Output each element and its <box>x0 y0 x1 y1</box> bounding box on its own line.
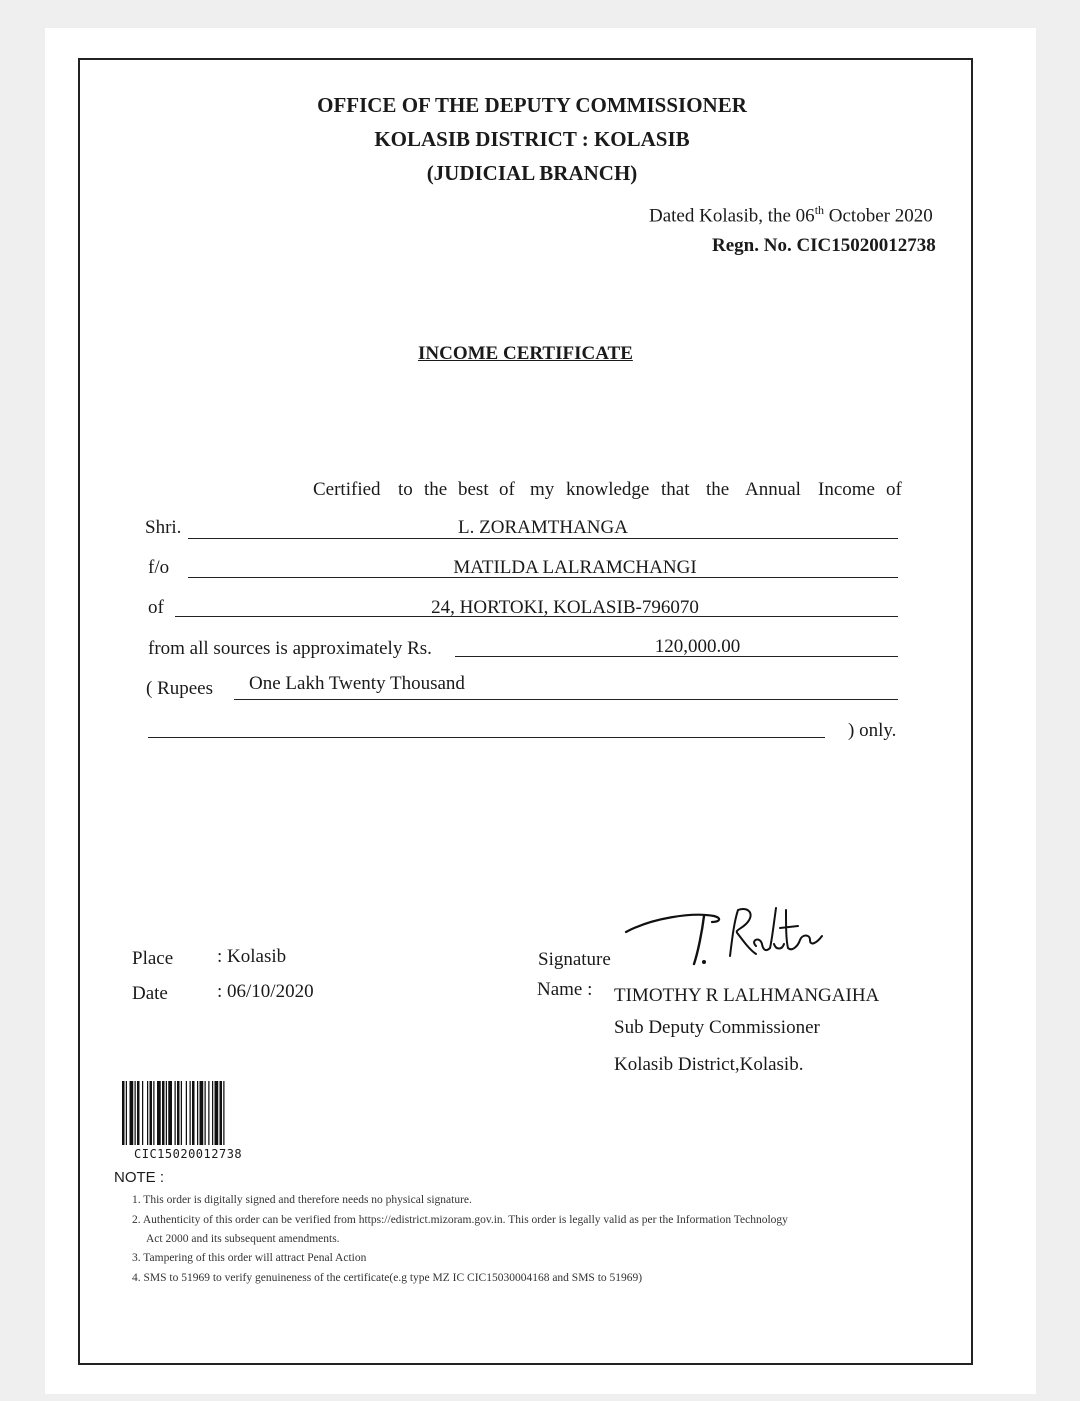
intro-w9: the <box>706 479 730 500</box>
intro-w6: my <box>530 479 555 500</box>
signature-label: Signature <box>538 949 611 970</box>
barcode-bar <box>212 1081 213 1145</box>
signatory-name: TIMOTHY R LALHMANGAIHA <box>614 985 880 1006</box>
barcode-bar <box>130 1081 134 1145</box>
office-heading: OFFICE OF THE DEPUTY COMMISSIONER <box>317 93 747 117</box>
shri-label: Shri. <box>145 517 182 538</box>
note-item: 2. Authenticity of this order can be verified from https://edistrict.mizoram.gov.in. This order is legally valid as per the Information Technology <box>132 1214 788 1226</box>
intro-w7: knowledge <box>566 479 650 500</box>
barcode-bar <box>181 1081 182 1145</box>
place-label: Place <box>132 948 174 969</box>
dated-superscript: th <box>814 203 825 217</box>
barcode-bar <box>137 1081 140 1145</box>
barcode-bar <box>190 1081 191 1145</box>
note-item: 3. Tampering of this order will attract Penal Action <box>132 1252 367 1264</box>
registration-number: Regn. No. CIC15020012738 <box>712 235 936 256</box>
signatory-location: Kolasib District,Kolasib. <box>614 1054 804 1075</box>
intro-w8: that <box>661 479 690 500</box>
date-value: : 06/10/2020 <box>217 981 314 1002</box>
fo-value: MATILDA LALRAMCHANGI <box>453 557 697 578</box>
barcode-bar <box>168 1081 172 1145</box>
intro-w12: of <box>886 479 902 500</box>
signatory-designation: Sub Deputy Commissioner <box>614 1017 820 1038</box>
handwritten-signature <box>622 900 832 970</box>
intro-w3: the <box>424 479 448 500</box>
of-value: 24, HORTOKI, KOLASIB-796070 <box>431 597 699 618</box>
amount-value: 120,000.00 <box>654 636 741 657</box>
barcode-bar <box>142 1081 143 1145</box>
note-item: Act 2000 and its subsequent amendments. <box>146 1233 340 1245</box>
intro-w11: Income <box>818 479 875 500</box>
dated-suffix: October 2020 <box>824 205 933 227</box>
barcode-bar <box>162 1081 165 1145</box>
barcode-bar <box>205 1081 206 1145</box>
intro-w2: to <box>398 479 413 500</box>
barcode-bar <box>126 1081 127 1145</box>
barcode-bar <box>208 1081 209 1145</box>
intro-w4: best <box>458 479 489 500</box>
note-item: 1. This order is digitally signed and therefore needs no physical signature. <box>132 1194 472 1206</box>
note-item: 4. SMS to 51969 to verify genuineness of the certificate(e.g type MZ IC CIC15030004168 and SMS to 51969) <box>132 1272 643 1284</box>
barcode-bar <box>177 1081 180 1145</box>
note-heading: NOTE : <box>114 1169 165 1186</box>
barcode-bar <box>200 1081 204 1145</box>
rupees-underline-2 <box>148 737 825 738</box>
intro-w10: Annual <box>745 479 801 500</box>
date-label: Date <box>132 983 168 1004</box>
barcode-bar <box>166 1081 167 1145</box>
intro-w1: Certified <box>313 479 381 500</box>
rupees-value: One Lakh Twenty Thousand <box>249 673 465 694</box>
barcode <box>120 1081 266 1145</box>
barcode-text: CIC15020012738 <box>134 1147 243 1161</box>
of-label: of <box>148 597 164 618</box>
name-label: Name : <box>537 979 593 1000</box>
barcode-bar <box>223 1081 224 1145</box>
barcode-bar <box>215 1081 219 1145</box>
rupees-underline <box>234 699 898 700</box>
shri-value: L. ZORAMTHANGA <box>458 517 628 538</box>
intro-w5: of <box>499 479 515 500</box>
certificate-title: INCOME CERTIFICATE <box>418 343 633 364</box>
branch-heading: (JUDICIAL BRANCH) <box>426 161 638 185</box>
barcode-bar <box>122 1081 125 1145</box>
barcode-bar <box>220 1081 223 1145</box>
only-label: ) only. <box>848 720 897 741</box>
barcode-bar <box>135 1081 136 1145</box>
barcode-bar <box>197 1081 198 1145</box>
sources-label: from all sources is approximately Rs. <box>148 638 432 659</box>
dated-line <box>649 203 933 227</box>
dated-prefix: Dated Kolasib, the 06 <box>649 205 815 227</box>
place-value: : Kolasib <box>217 946 287 967</box>
barcode-bar <box>150 1081 153 1145</box>
barcode-bar <box>186 1081 187 1145</box>
district-heading: KOLASIB DISTRICT : KOLASIB <box>374 127 690 151</box>
barcode-bar <box>153 1081 154 1145</box>
rupees-label: ( Rupees <box>146 678 214 699</box>
barcode-bar <box>192 1081 195 1145</box>
fo-label: f/o <box>148 557 170 578</box>
barcode-bar <box>147 1081 148 1145</box>
barcode-bar <box>175 1081 176 1145</box>
barcode-bar <box>157 1081 161 1145</box>
